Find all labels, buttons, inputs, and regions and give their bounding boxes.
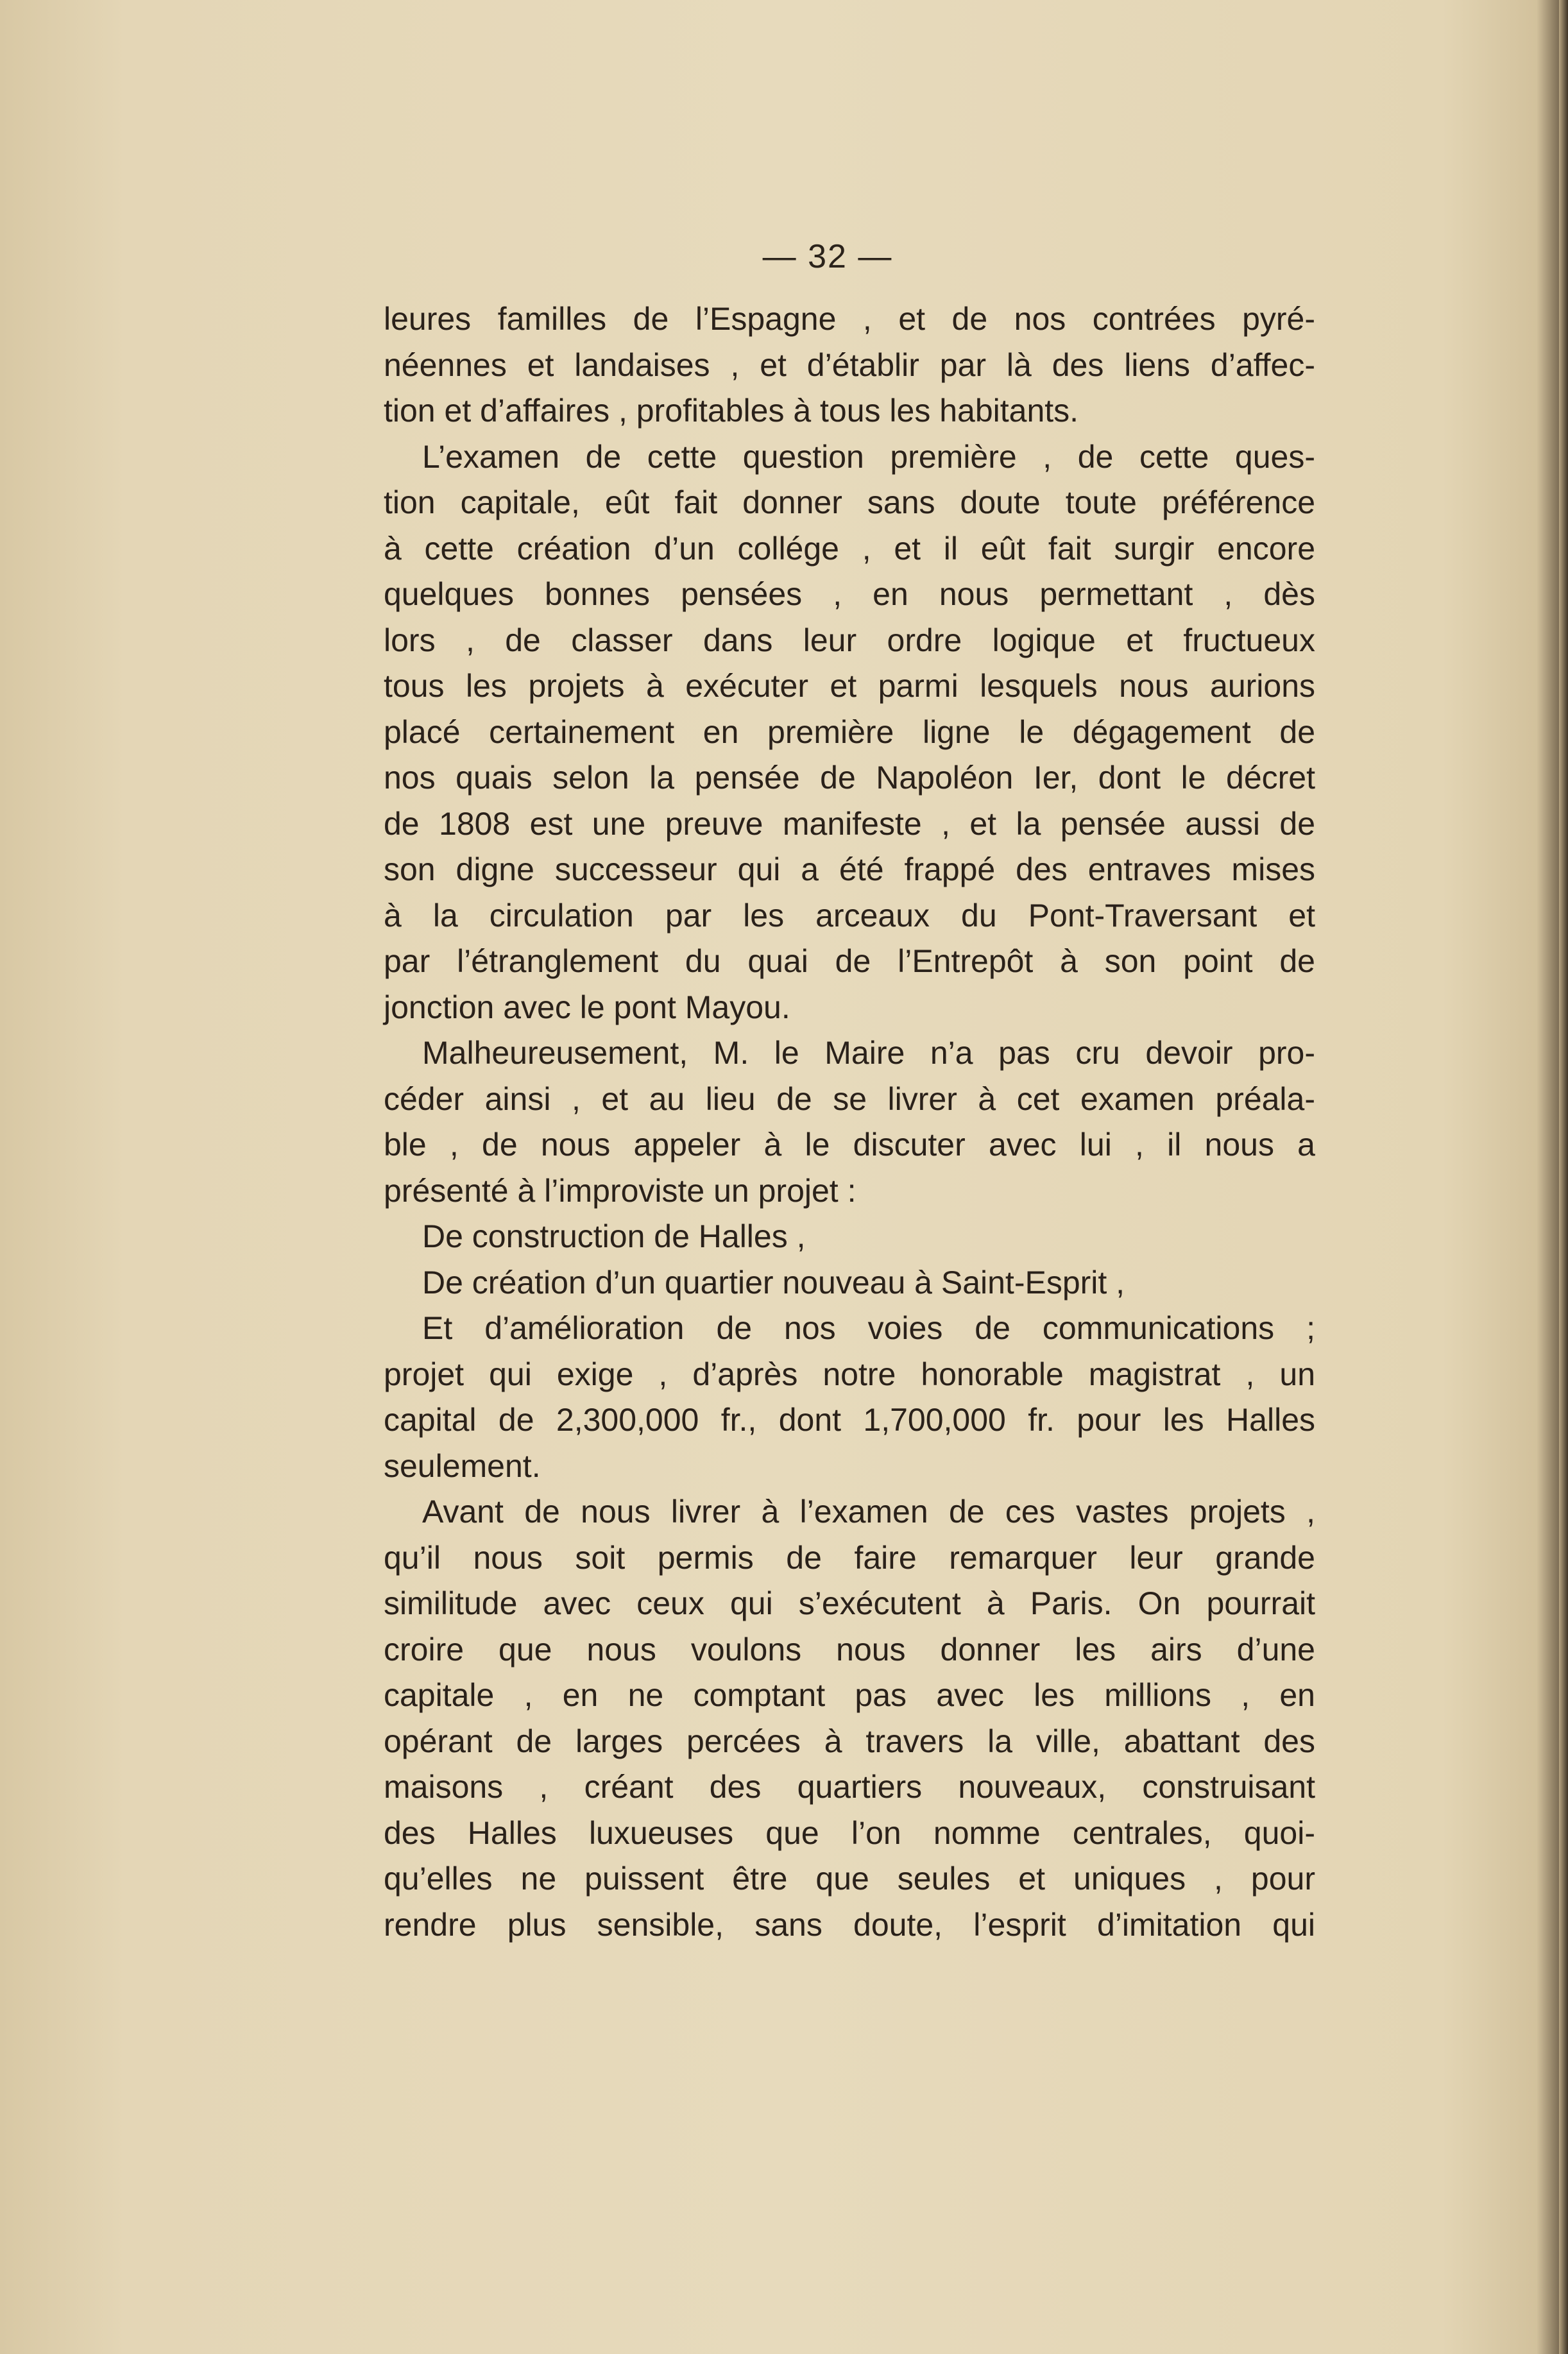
text-line: leures familles de l’Espagne , et de nos contrées pyré- <box>384 301 1315 337</box>
text-line: rendre plus sensible, sans doute, l’esprit d’imitation qui <box>384 1906 1315 1943</box>
text-line: maisons , créant des quartiers nouveaux, construisant <box>384 1769 1315 1805</box>
text-line: croire que nous voulons nous donner les airs d’une <box>384 1631 1315 1667</box>
body-text <box>384 296 1315 1948</box>
text-line: seulement. <box>384 1447 541 1484</box>
text-line: de 1808 est une preuve manifeste , et la pensée aussi de <box>384 805 1315 842</box>
text-line: De construction de Halles , <box>422 1218 806 1254</box>
text-line: opérant de larges percées à travers la ville, abattant des <box>384 1723 1315 1759</box>
text-line: tion capitale, eût fait donner sans doute toute préférence <box>384 484 1315 520</box>
text-line: son digne successeur qui a été frappé des entraves mises <box>384 851 1315 887</box>
text-line: lors , de classer dans leur ordre logique et fructueux <box>384 622 1315 658</box>
text-line: L’examen de cette question première , de cette ques- <box>422 438 1315 475</box>
text-line: quelques bonnes pensées , en nous permettant , dès <box>384 576 1315 612</box>
text-line: placé certainement en première ligne le dégagement de <box>384 713 1315 750</box>
text-line: à la circulation par les arceaux du Pont-Traversant et <box>384 897 1315 934</box>
text-line: qu’elles ne puissent être que seules et uniques , pour <box>384 1861 1315 1897</box>
text-line: tous les projets à exécuter et parmi lesquels nous aurions <box>384 668 1315 704</box>
text-line: à cette création d’un collége , et il eût fait surgir encore <box>384 530 1315 567</box>
text-line: jonction avec le pont Mayou. <box>384 989 790 1025</box>
text-line: présenté à l’improviste un projet : <box>384 1172 856 1209</box>
text-line: nos quais selon la pensée de Napoléon Ier, dont le décret <box>384 760 1315 796</box>
text-line: capitale , en ne comptant pas avec les millions , en <box>384 1677 1315 1713</box>
text-line: Et d’amélioration de nos voies de communications ; <box>422 1310 1315 1346</box>
text-line: par l’étranglement du quai de l’Entrepôt à son point de <box>384 943 1315 979</box>
text-line: similitude avec ceux qui s’exécutent à Paris. On pourrait <box>384 1585 1315 1621</box>
text-line: qu’il nous soit permis de faire remarquer leur grande <box>384 1539 1315 1576</box>
text-line: Avant de nous livrer à l’examen de ces vastes projets , <box>422 1494 1315 1530</box>
text-line: ble , de nous appeler à le discuter avec lui , il nous a <box>384 1127 1315 1163</box>
text-line: néennes et landaises , et d’établir par là des liens d’affec- <box>384 346 1315 383</box>
page-edge <box>1559 0 1568 2354</box>
text-line: des Halles luxueuses que l’on nomme centrales, quoi- <box>384 1814 1315 1851</box>
text-line: tion et d’affaires , profitables à tous les habitants. <box>384 393 1079 429</box>
text-line: De création d’un quartier nouveau à Saint-Esprit , <box>422 1264 1125 1301</box>
text-line: capital de 2,300,000 fr., dont 1,700,000 fr. pour les Halles <box>384 1402 1315 1438</box>
text-line: projet qui exige , d’après notre honorable magistrat , un <box>384 1356 1315 1392</box>
text-line: céder ainsi , et au lieu de se livrer à cet examen préala- <box>384 1080 1315 1117</box>
text-line: Malheureusement, M. le Maire n’a pas cru devoir pro- <box>422 1035 1315 1071</box>
page-number: — 32 — <box>762 238 893 275</box>
